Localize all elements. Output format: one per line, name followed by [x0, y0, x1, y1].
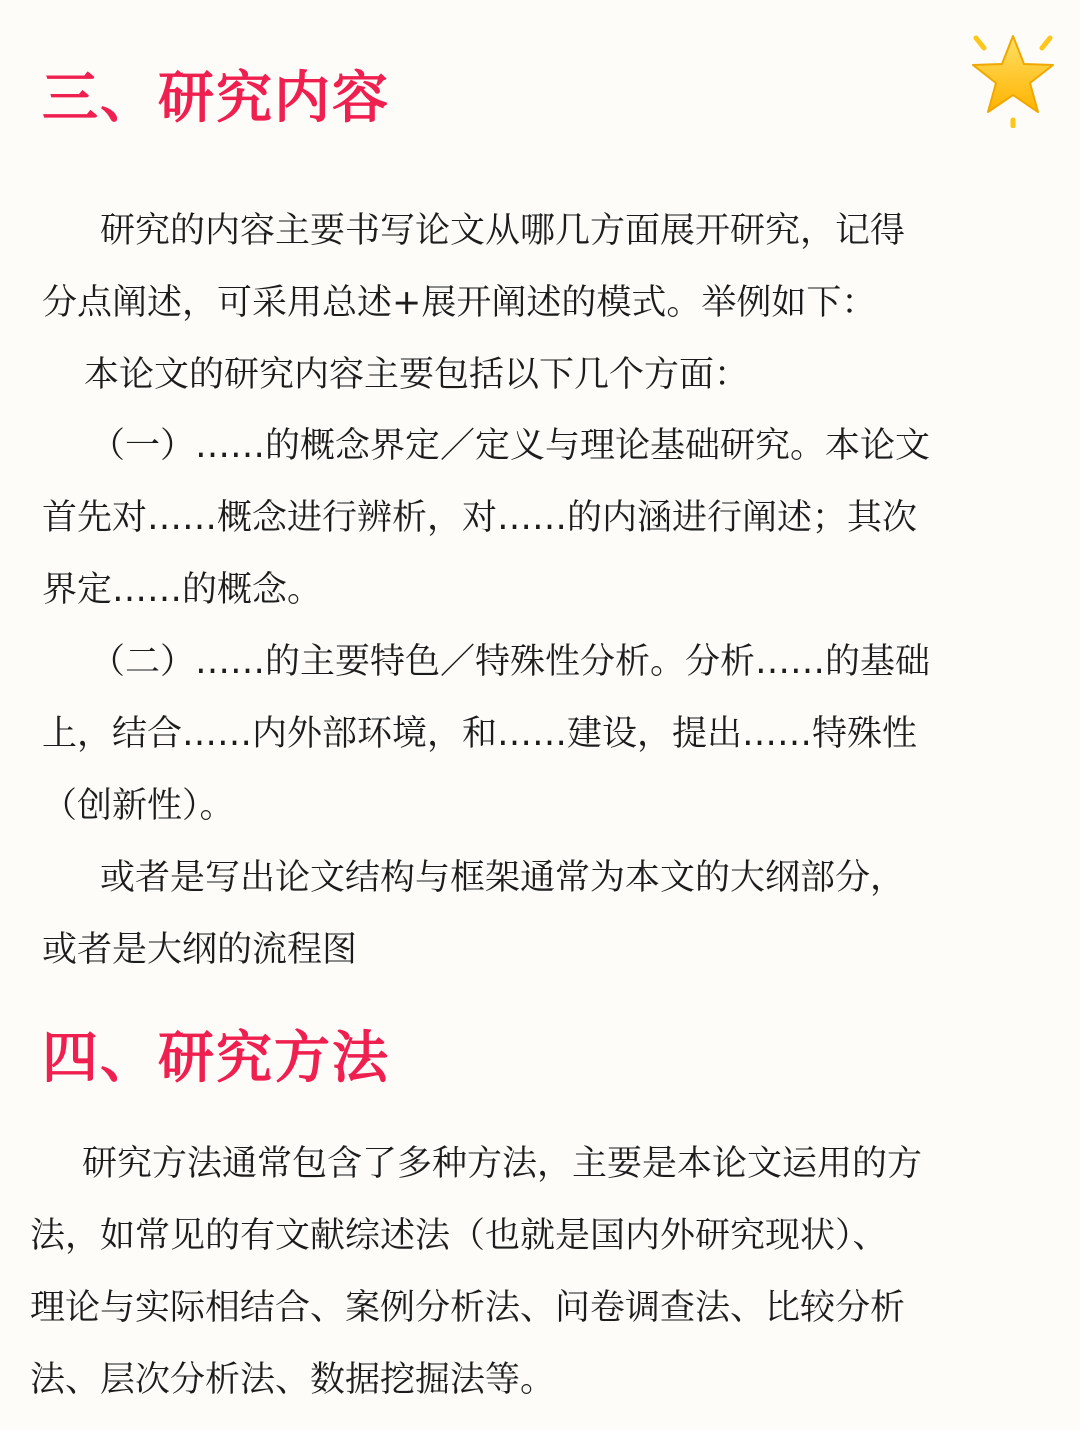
section-4-heading: 四、研究方法: [42, 1026, 390, 1091]
section-3-line: 或者是写出论文结构与框架通常为本文的大纲部分，: [100, 858, 906, 898]
section-3-line: （一）……的概念界定／定义与理论基础研究。本论文: [90, 426, 931, 466]
section-3-line: 或者是大纲的流程图: [42, 930, 358, 970]
section-3-line: （二）……的主要特色／特殊性分析。分析……的基础: [90, 642, 931, 682]
section-3-line: 研究的内容主要书写论文从哪几方面展开研究，记得: [100, 211, 906, 251]
section-3-line: 界定……的概念。: [42, 570, 323, 610]
section-4-line: 法，如常见的有文献综述法（也就是国内外研究现状）、: [30, 1216, 888, 1256]
section-4-line: 理论与实际相结合、案例分析法、问卷调查法、比较分析: [30, 1288, 906, 1328]
section-4-line: 法、层次分析法、数据挖掘法等。: [30, 1360, 556, 1400]
section-3-line: （创新性）。: [42, 786, 235, 826]
section-4-line: 研究方法通常包含了多种方法，主要是本论文运用的方: [82, 1144, 923, 1184]
section-3-line: 首先对……概念进行辨析，对……的内涵进行阐述；其次: [42, 498, 918, 538]
section-3-line: 分点阐述，可采用总述+展开阐述的模式。举例如下：: [42, 283, 877, 323]
section-3-line: 上，结合……内外部环境，和……建设，提出……特殊性: [42, 714, 918, 754]
section-3-line: 本论文的研究内容主要包括以下几个方面：: [84, 355, 750, 395]
sparkle-star-icon: [966, 28, 1060, 128]
section-3-heading: 三、研究内容: [42, 66, 390, 131]
